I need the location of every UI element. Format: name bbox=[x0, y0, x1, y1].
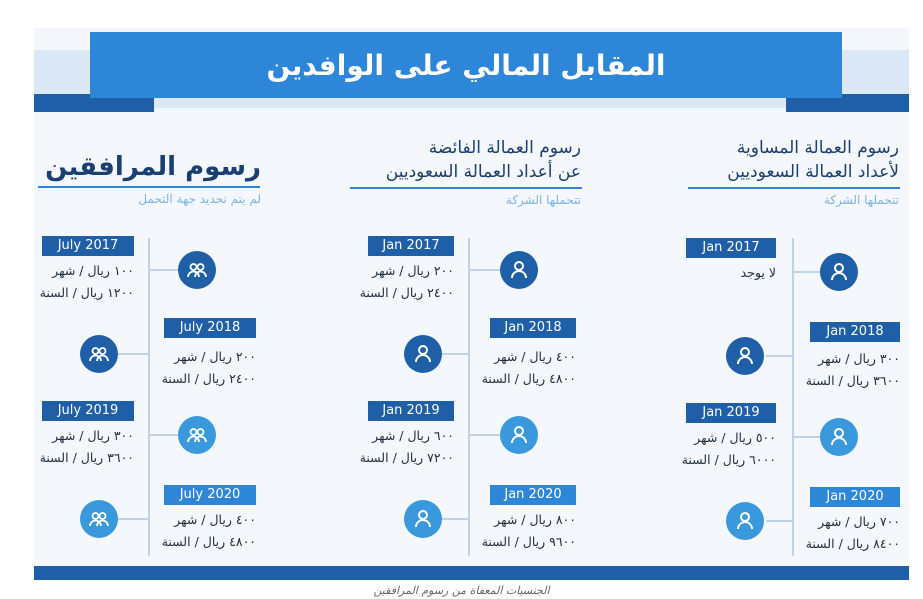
group-icon bbox=[80, 335, 118, 373]
fee-month: ٧٠٠ ريال / شهر bbox=[818, 514, 900, 529]
footer-bar bbox=[34, 566, 909, 580]
fee-year: ٦٠٠٠ ريال / السنة bbox=[681, 452, 776, 467]
fee-month: ٢٠٠ ريال / شهر bbox=[174, 349, 256, 364]
fee-text bbox=[0, 260, 134, 304]
timeline-tick bbox=[794, 271, 820, 273]
fee-text bbox=[314, 260, 454, 304]
timeline-tick bbox=[766, 520, 792, 522]
person-icon bbox=[726, 337, 764, 375]
fee-year: ٤٨٠٠ ريال / السنة bbox=[481, 371, 576, 386]
image-caption: الجنسيات المعفاة من رسوم المرافقين bbox=[373, 584, 550, 597]
group-icon bbox=[80, 500, 118, 538]
person-icon bbox=[820, 253, 858, 291]
fee-text bbox=[636, 427, 776, 471]
fee-year: ٧٢٠٠ ريال / السنة bbox=[359, 450, 454, 465]
column-subtitle: تتحملها الشركة bbox=[505, 193, 581, 207]
column-title-equal bbox=[659, 136, 899, 184]
column-subtitle: تتحملها الشركة bbox=[823, 193, 899, 207]
page-title: المقابل المالي على الوافدين bbox=[266, 48, 666, 82]
timeline-line bbox=[792, 238, 794, 556]
timeline-date: July 2019 bbox=[42, 401, 134, 421]
fee-year: ٣٦٠٠ ريال / السنة bbox=[805, 373, 900, 388]
person-icon bbox=[500, 251, 538, 289]
person-icon bbox=[726, 502, 764, 540]
fee-year: ١٢٠٠ ريال / السنة bbox=[39, 285, 134, 300]
fee-text bbox=[760, 511, 900, 555]
timeline-date: Jan 2019 bbox=[368, 401, 454, 421]
timeline-date: Jan 2020 bbox=[490, 485, 576, 505]
fee-month: ٤٠٠ ريال / شهر bbox=[494, 349, 576, 364]
timeline-tick bbox=[440, 518, 468, 520]
fee-text bbox=[0, 425, 134, 469]
column-title-line1: رسوم المرافقين bbox=[45, 152, 261, 182]
person-icon bbox=[404, 500, 442, 538]
fee-year: ٢٤٠٠ ريال / السنة bbox=[161, 371, 256, 386]
person-icon bbox=[500, 416, 538, 454]
timeline-tick bbox=[118, 353, 148, 355]
column-title-line2: لأعداد العمالة السعوديين bbox=[727, 162, 899, 182]
timeline-tick bbox=[440, 353, 468, 355]
person-icon bbox=[820, 418, 858, 456]
group-icon bbox=[178, 251, 216, 289]
timeline-date: July 2020 bbox=[164, 485, 256, 505]
fee-year: ٣٦٠٠ ريال / السنة bbox=[39, 450, 134, 465]
fee-text bbox=[120, 509, 256, 553]
fee-month: ٤٠٠ ريال / شهر bbox=[174, 512, 256, 527]
fee-month: ١٠٠ ريال / شهر bbox=[52, 263, 134, 278]
timeline-tick bbox=[150, 269, 178, 271]
timeline-date: Jan 2017 bbox=[686, 238, 776, 258]
timeline-date: Jan 2020 bbox=[810, 487, 900, 507]
column-title-line1: رسوم العمالة الفائضة bbox=[428, 138, 581, 158]
timeline-date: July 2017 bbox=[42, 236, 134, 256]
fee-month: لا يوجد bbox=[740, 265, 776, 280]
column-subtitle: لم يتم تحديد جهة التحمل bbox=[138, 192, 261, 206]
fee-year: ٨٤٠٠ ريال / السنة bbox=[805, 536, 900, 551]
timeline-date: Jan 2019 bbox=[686, 403, 776, 423]
title-underline bbox=[688, 187, 900, 189]
fee-text bbox=[314, 425, 454, 469]
fee-month: ٣٠٠ ريال / شهر bbox=[52, 428, 134, 443]
timeline-date: Jan 2018 bbox=[490, 318, 576, 338]
fee-month: ٢٠٠ ريال / شهر bbox=[372, 263, 454, 278]
column-title-line1: رسوم العمالة المساوية bbox=[736, 138, 899, 158]
timeline-tick bbox=[794, 436, 820, 438]
title-underline bbox=[38, 186, 260, 188]
fee-text bbox=[636, 262, 776, 284]
fee-year: ٢٤٠٠ ريال / السنة bbox=[359, 285, 454, 300]
timeline-tick bbox=[118, 518, 148, 520]
fee-year: ٩٦٠٠ ريال / السنة bbox=[481, 534, 576, 549]
header-banner bbox=[90, 32, 842, 98]
column-title-line2: عن أعداد العمالة السعوديين bbox=[385, 162, 581, 182]
column-title-dependents bbox=[21, 150, 261, 184]
timeline-tick bbox=[150, 434, 178, 436]
fee-month: ٦٠٠ ريال / شهر bbox=[372, 428, 454, 443]
title-underline bbox=[350, 187, 582, 189]
fee-year: ٤٨٠٠ ريال / السنة bbox=[161, 534, 256, 549]
timeline-tick bbox=[470, 269, 500, 271]
timeline-date: July 2018 bbox=[164, 318, 256, 338]
timeline-tick bbox=[470, 434, 500, 436]
fee-month: ٨٠٠ ريال / شهر bbox=[494, 512, 576, 527]
fee-month: ٥٠٠ ريال / شهر bbox=[694, 430, 776, 445]
person-icon bbox=[404, 335, 442, 373]
fee-month: ٣٠٠ ريال / شهر bbox=[818, 351, 900, 366]
fee-text bbox=[440, 509, 576, 553]
timeline-date: Jan 2018 bbox=[810, 322, 900, 342]
timeline-date: Jan 2017 bbox=[368, 236, 454, 256]
group-icon bbox=[178, 416, 216, 454]
column-title-excess bbox=[321, 136, 581, 184]
timeline-tick bbox=[766, 355, 792, 357]
